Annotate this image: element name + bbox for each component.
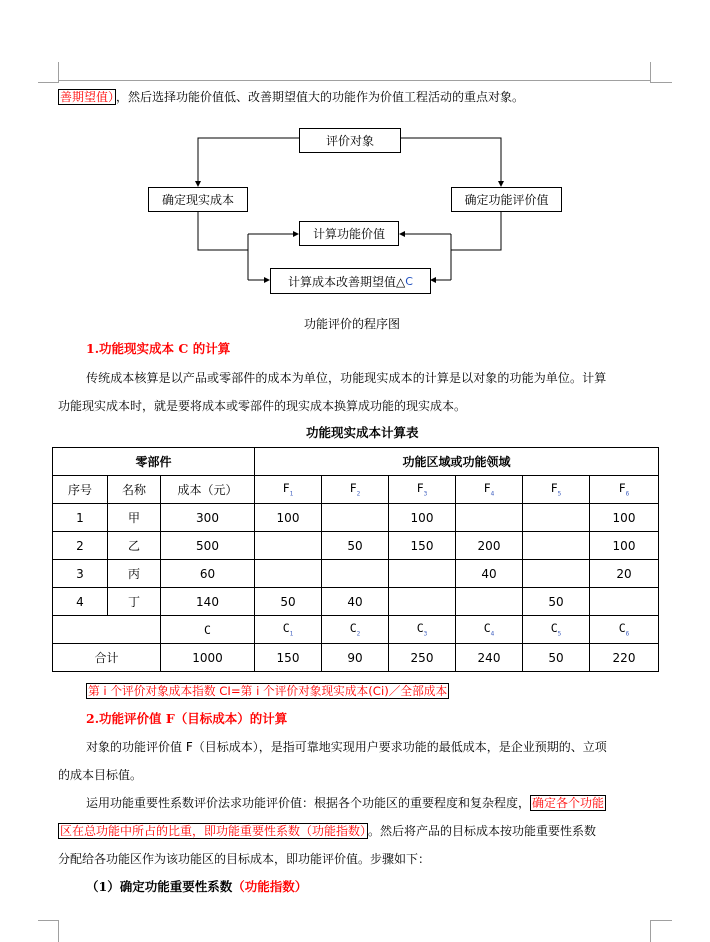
cell-empty xyxy=(53,616,161,644)
cell: 50 xyxy=(322,532,389,560)
formula-note: 第 i 个评价对象成本指数 CI=第 i 个评价对象现实成本(Ci)／全部成本 xyxy=(88,684,448,698)
flow-node-label: 计算功能价值 xyxy=(312,227,385,241)
section1-heading: 1.功能现实成本 C 的计算 xyxy=(86,341,231,356)
cell: 4 xyxy=(53,588,108,616)
flowchart-caption: 功能评价的程序图 xyxy=(304,317,401,331)
cell: 60 xyxy=(161,560,255,588)
cell: 乙 xyxy=(108,532,161,560)
cell xyxy=(523,532,590,560)
cell: 200 xyxy=(456,532,523,560)
flow-node-function-value xyxy=(451,187,562,212)
flow-node-label: 确定现实成本 xyxy=(161,193,234,207)
table-row xyxy=(53,588,659,616)
step1-highlight: （功能指数） xyxy=(232,879,308,894)
flow-node-label: 评价对象 xyxy=(325,134,374,148)
total-cell: 240 xyxy=(456,644,523,672)
total-cell: 250 xyxy=(389,644,456,672)
cell: 丁 xyxy=(108,588,161,616)
cell: 40 xyxy=(456,560,523,588)
corner-mark-bottom-right-v xyxy=(650,920,651,942)
flow-node-label: 计算成本改善期望值△ xyxy=(288,274,406,289)
cell: 100 xyxy=(590,532,659,560)
column-header: 序号 xyxy=(53,476,108,504)
intro-highlight: 善期望值） xyxy=(60,90,115,104)
flow-node-calc-improve xyxy=(270,268,431,294)
cell: 2 xyxy=(53,532,108,560)
flow-node-actual-cost xyxy=(148,187,248,212)
flow-node-object xyxy=(299,128,401,153)
symbol-cell: $C_5$ xyxy=(523,616,590,644)
table-row xyxy=(53,560,659,588)
section2-para2-line2 xyxy=(58,824,596,838)
cell: 150 xyxy=(389,532,456,560)
connector-object-to-function xyxy=(401,138,501,186)
cell: 300 xyxy=(161,504,255,532)
cost-table xyxy=(52,447,659,672)
symbol-cell: C xyxy=(161,616,255,644)
table-row xyxy=(53,504,659,532)
table-total-row xyxy=(53,644,659,672)
column-header-f4: $F_4$ xyxy=(456,476,523,504)
cell xyxy=(255,532,322,560)
symbol-cell: $C_4$ xyxy=(456,616,523,644)
symbol-cell: $C_3$ xyxy=(389,616,456,644)
cell xyxy=(322,504,389,532)
column-header: 成本（元） xyxy=(161,476,255,504)
cell xyxy=(255,560,322,588)
column-header: 名称 xyxy=(108,476,161,504)
cell xyxy=(523,560,590,588)
symbol-cell: $C_1$ xyxy=(255,616,322,644)
step1-heading xyxy=(86,880,307,894)
cell: 丙 xyxy=(108,560,161,588)
flow-node-label: 确定功能评价值 xyxy=(464,193,549,207)
cell: 甲 xyxy=(108,504,161,532)
section1-para-line1: 传统成本核算是以产品或零部件的成本为单位，功能现实成本的计算是以对象的功能为单位。计算 xyxy=(86,371,607,385)
cell xyxy=(389,560,456,588)
corner-mark-bottom-left-h xyxy=(38,920,59,921)
column-header-f3: $F_3$ xyxy=(389,476,456,504)
cell: 100 xyxy=(255,504,322,532)
flow-node-calc-value xyxy=(299,221,399,246)
section2-para1-line2: 的成本目标值。 xyxy=(58,768,143,782)
para2-highlight-a: 确定各个功能 xyxy=(532,796,605,810)
cell xyxy=(322,560,389,588)
corner-mark-bottom-right-h xyxy=(650,920,672,921)
total-cell: 50 xyxy=(523,644,590,672)
total-cell: 220 xyxy=(590,644,659,672)
cell: 3 xyxy=(53,560,108,588)
cell: 500 xyxy=(161,532,255,560)
table-row xyxy=(53,532,659,560)
column-header-f2: $F_2$ xyxy=(322,476,389,504)
cell: 100 xyxy=(590,504,659,532)
connector-actual-down xyxy=(198,212,248,250)
cell: 1 xyxy=(53,504,108,532)
intro-text: ，然后选择功能价值低、改善期望值大的功能作为价值工程活动的重点对象。 xyxy=(116,90,525,104)
cell: 50 xyxy=(255,588,322,616)
table-column-header-row xyxy=(53,476,659,504)
section2-para1-line1: 对象的功能评价值 F（目标成本），是指可靠地实现用户要求功能的最低成本，是企业预期的、立项 xyxy=(86,740,607,754)
total-cell: 1000 xyxy=(161,644,255,672)
flow-node-label-suffix: C xyxy=(405,274,413,288)
cell xyxy=(590,588,659,616)
section2-heading: 2.功能评价值 F（目标成本）的计算 xyxy=(86,711,288,726)
para2-highlight-b: 区在总功能中所占的比重，即功能重要性系数（功能指数） xyxy=(60,824,367,838)
group-header-functions: 功能区域或功能领域 xyxy=(255,448,659,476)
column-header-f1: $F_1$ xyxy=(255,476,322,504)
symbol-cell: $C_2$ xyxy=(322,616,389,644)
cell xyxy=(456,588,523,616)
corner-mark-bottom-left-v xyxy=(58,920,59,942)
cell xyxy=(523,504,590,532)
total-label: 合计 xyxy=(53,644,161,672)
total-cell: 150 xyxy=(255,644,322,672)
group-header-parts: 零部件 xyxy=(53,448,255,476)
para2-text: 运用功能重要性系数评价法求功能评价值：根据各个功能区的重要程度和复杂程度， xyxy=(86,796,531,810)
cell: 50 xyxy=(523,588,590,616)
step1-text: （1）确定功能重要性系数 xyxy=(86,879,233,894)
symbol-cell: $C_6$ xyxy=(590,616,659,644)
cell: 40 xyxy=(322,588,389,616)
table-group-header-row xyxy=(53,448,659,476)
table-symbol-row xyxy=(53,616,659,644)
cell xyxy=(389,588,456,616)
section2-para2-line1 xyxy=(86,796,606,810)
section2-para2-line3: 分配给各功能区作为该功能区的目标成本，即功能评价值。步骤如下： xyxy=(58,852,431,866)
cell: 140 xyxy=(161,588,255,616)
column-header-f5: $F_5$ xyxy=(523,476,590,504)
connector-object-to-actual xyxy=(198,138,299,186)
table-title: 功能现实成本计算表 xyxy=(306,425,419,440)
cell xyxy=(456,504,523,532)
cell: 100 xyxy=(389,504,456,532)
cell: 20 xyxy=(590,560,659,588)
para2-text: 。然后将产品的目标成本按功能重要性系数 xyxy=(368,824,597,838)
column-header-f6: $F_6$ xyxy=(590,476,659,504)
connector-function-down xyxy=(451,212,501,250)
total-cell: 90 xyxy=(322,644,389,672)
section1-para-line2: 功能现实成本时，就是要将成本或零部件的现实成本换算成功能的现实成本。 xyxy=(58,399,467,413)
